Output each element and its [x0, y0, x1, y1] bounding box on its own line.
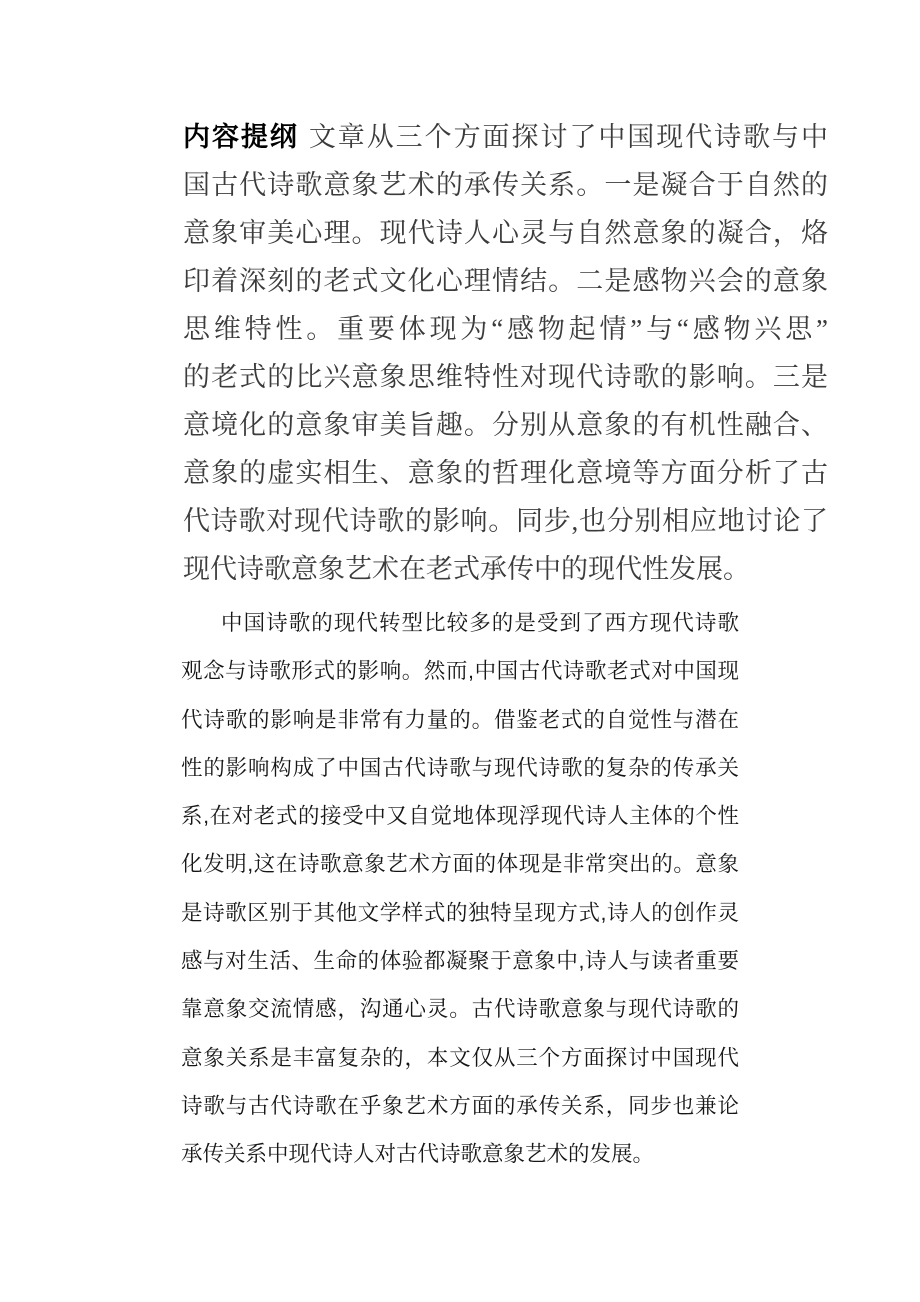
abstract-line: 代诗歌对现代诗歌的影响。同步,也分别相应地讨论了: [183, 506, 828, 536]
abstract-heading: 内容提纲: [183, 122, 299, 152]
body-line: 承传关系中现代诗人对古代诗歌意象艺术的发展。: [181, 1142, 655, 1167]
abstract-line: 意象审美心理。现代诗人心灵与自然意象的凝合，烙: [183, 218, 828, 248]
body-line: 观念与诗歌形式的影响。然而,中国古代诗歌老式对中国现: [181, 659, 739, 684]
abstract-line: 印着深刻的老式文化心理情结。二是感物兴会的意象: [183, 266, 828, 296]
body-line: 是诗歌区别于其他文学样式的独特呈现方式,诗人的创作灵: [181, 900, 739, 925]
abstract-line: 意境化的意象审美旨趣。分别从意象的有机性融合、: [183, 410, 828, 440]
body-line: 诗歌与古代诗歌在乎象艺术方面的承传关系，同步也兼论: [181, 1093, 739, 1118]
abstract-line: 的老式的比兴意象思维特性对现代诗歌的影响。三是: [183, 362, 828, 392]
abstract-first-line-text: 文章从三个方面探讨了中国现代诗歌与中: [308, 122, 829, 152]
abstract-line: 思维特性。重要体现为“感物起情”与“感物兴思”: [183, 314, 828, 344]
body-line: 靠意象交流情感，沟通心灵。古代诗歌意象与现代诗歌的: [181, 997, 739, 1022]
body-line: 中国诗歌的现代转型比较多的是受到了西方现代诗歌: [221, 611, 739, 635]
body-line: 感与对生活、生命的体验都凝聚于意象中,诗人与读者重要: [181, 949, 739, 974]
abstract-line: 国古代诗歌意象艺术的承传关系。一是凝合于自然的: [183, 170, 828, 200]
body-paragraph: [181, 599, 739, 1179]
body-line: 性的影响构成了中国古代诗歌与现代诗歌的复杂的传承关: [181, 755, 739, 780]
abstract-line: 意象的虚实相生、意象的哲理化意境等方面分析了古: [183, 458, 828, 488]
body-line: 系,在对老式的接受中又自觉地体现浮现代诗人主体的个性: [181, 804, 739, 829]
body-line: 意象关系是丰富复杂的，本文仅从三个方面探讨中国现代: [181, 1045, 739, 1070]
body-line: 化发明,这在诗歌意象艺术方面的体现是非常突出的。意象: [181, 852, 739, 877]
abstract-first-line: [183, 113, 828, 161]
body-line: 代诗歌的影响是非常有力量的。借鉴老式的自觉性与潜在: [181, 707, 739, 732]
abstract-line: 现代诗歌意象艺术在老式承传中的现代性发展。: [183, 554, 750, 584]
abstract-paragraph: [183, 113, 828, 593]
